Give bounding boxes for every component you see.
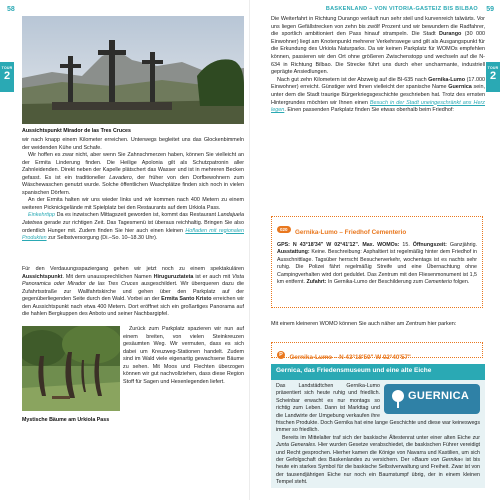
poi-details (277, 242, 477, 286)
running-head: BASKENLAND – VON VITORIA-GASTEIZ BIS BILBAO (325, 6, 478, 12)
paragraph (271, 16, 485, 77)
text: Wir hoffen es zwar nicht, aber wenn Sie Zahnschmerzen haben, können Sie vielleicht an der Ermita Linderung finden. Die Heilige Apolonia gilt als Schutzpatronin aller Zahnleidenden. Direkt neben der Kapelle plätschert das Wasser und ist in mehreren Becken gefasst. Es ist ein traditioneller (22, 152, 244, 181)
info-box-gernika (271, 364, 485, 488)
text: Die Weiterfahrt in Richtung Durango verläuft nun sehr steil und kurvenreich talwärts. Vor uns liegen Gefällstrecken von zehn bis zwölf Prozent und wir bewundern die Radfahrer, die sportlich ambitioniert den Pass hinauf strampeln. Die Stadt (271, 16, 485, 38)
text: folgen. (451, 279, 470, 286)
keyword: Guernica (448, 84, 472, 91)
label: Max. WOMOs: (362, 242, 400, 248)
photo-three-crosses (22, 16, 244, 124)
text: ausgeschildert. Wir überqueren dazu die Zufahrtsstraße zur Wallfahrtskirche und gehen über den Parkplatz auf der gegenüberliegenden Seite durch den Wald. Vorbei an der (22, 281, 244, 303)
link-farm-shop[interactable]: Hofladen mit regionalen Produkten (22, 227, 244, 242)
term: Junta Generales (276, 442, 316, 449)
body-text-left-top (22, 137, 244, 263)
text: « ist bis heute ein starkes Symbol für die baskische Selbstverwaltung und Freiheit. Zwar ist von der tausendjährigen Eiche nur noch ein Baumstumpf übrig, der in einem kleinen Tempel steht. (276, 457, 480, 486)
paragraph (276, 435, 480, 487)
term: Lavadero (109, 174, 132, 181)
text: sein, unter dem die Stadt traurige Bürgerkriegsgeschichte geschrieben hat. Trotz des ernsten Hintergrundes möchten wir Ihnen einen (271, 84, 486, 106)
body-text-right-middle (271, 321, 485, 329)
text: zur Selbstversorgung (Di.–So. 10–18.30 Uhr). (46, 235, 158, 242)
tour-tab-left (0, 62, 14, 92)
label: Zufahrt: (306, 279, 327, 286)
keyword: Aussichtspunkt (22, 273, 63, 280)
poi-header (277, 221, 477, 239)
tour-tab-label: TOUR (1, 66, 13, 70)
paragraph: wir nach knapp einem Kilometer erreichen. Unterwegs begleitet uns das Glockenbimmeln der weidenden Kühe und Schafe. (22, 137, 244, 151)
poi-number-badge: 020 (277, 226, 291, 233)
gps: GPS: N 43°18'34" W 02°41'12". (277, 242, 363, 248)
text: . Einen passenden Parkplatz finden Sie etwas oberhalb beim Friedhof: (284, 107, 454, 114)
tour-tab-number: 2 (489, 70, 497, 82)
paragraph: Das Landstädtchen Gernika-Lumo präsentiert sich heute ruhig und friedlich. Scheinbar erwacht es nur montags so richtig zum Leben. Dann ist Markttag und die Landwirte der Umgebung verkaufen ihre frischen Produkte. Doch Gernika hat eine lange Geschichte und diese war keineswegs immer so friedlich. (276, 383, 480, 434)
tour-tab-number: 2 (3, 70, 11, 82)
keyword: Ermita Santo Kristo (161, 296, 212, 303)
paragraph (22, 152, 244, 197)
paragraph (22, 212, 244, 242)
text: (30 000 Einwohner) liegt am Knotenpunkt mehrerer Verkehrswege und gilt als Ausgangspunkt für die Erkundung des Urkiola Naturparks. Da wir keinen Parkplatz für WOMOs empfehlen können, passieren wir den Ort ohne größeren Zwischenstopp und wechseln auf die N-634 in Richtung Bilbao. Die Strecke führt uns durch eher uncharmante, industriell geprägte Ansiedlungen. (271, 31, 486, 76)
text: gerade zur richtigen Zeit. Das Tagesmenü ist überaus reichhaltig. Bringen Sie also ordentlich Hunger mit. Zudem finden Sie hier auch einen kleinen (22, 220, 244, 234)
body-text-right-top (271, 16, 485, 115)
info-box-body (271, 380, 485, 490)
label: Ausstattung: (277, 249, 310, 256)
link-visit-town[interactable]: Besuch in der Stadt uneingeschränkt ans Herz legen (271, 99, 486, 114)
paragraph: Zurück zum Parkplatz spazieren wir nun auf einem breiten, von vielen Steinkreuzen gesäumten Weg. Wir vermuten, dass es sich dabei um Kreuzweg-Stationen handelt. Zudem sind im Wald viele eigenartig gewachsene Bäume zu sehen. Mit Moos und Flechten überzogen können wir gut nachvollziehen, dass diese Region Stoff für Sagen und Hexenlegenden liefert. (123, 326, 244, 385)
paragraph: Mit einem kleineren WOMO können Sie auch näher am Zentrum hier parken: (271, 321, 457, 327)
text: , der früher von den Dorfbewohnern zum Wäschewaschen genutzt wurde. Solche öffentlichen Waschplätze finden sich noch in vielen spanischen Dörfern. (22, 174, 244, 196)
text: Bereits im Mittelalter traf sich der baskische Ältestenrat unter einer alten Eiche zur (282, 434, 480, 441)
poi-title: Gernika-Lumo – Friedhof Cementerio (294, 229, 407, 236)
text: erreichen wir den Aussichtspunkt nach etwa 400 Metern. Dort eröffnet sich ein großartiges Panorama auf die hahlen Bergkuppen des Anboto und seiner Nachbargipfel. (22, 296, 244, 318)
keyword: Gernika-Lumo (428, 76, 466, 83)
text: . Hier wurden Gesetze verabschiedet, die baskischen Führer vereidigt und Recht gesprochen. Hierher kamen die Könige von Navarra und Kastilien, um sich der Gefolgschaft des Baskenlandes zu versichern. Der » (276, 442, 480, 464)
label: Öffnungszeit: (412, 242, 447, 248)
left-page-number: 58 (7, 6, 15, 13)
keyword: Durango (439, 31, 462, 38)
poi-title: Gernika-Lumo – N 43°18'50" W 02°40'57" (289, 354, 411, 361)
page-gutter (249, 0, 250, 500)
guernica-sign (384, 384, 480, 414)
text: . Mit dem unaussprechlichen Namen (62, 273, 154, 280)
text: Da es inzwischen Mittagszeit geworden ist, kommt das Restaurant (54, 212, 218, 219)
tour-tab-right (486, 62, 500, 92)
poi-box-parking (271, 342, 483, 361)
paragraph (271, 77, 485, 115)
text: Ganzjährig. (446, 242, 477, 248)
term: Cementerio (424, 279, 452, 286)
photo-mystic-trees (22, 326, 120, 411)
photo-caption: Mystische Bäume am Urkiola Pass (22, 417, 110, 423)
info-box-title: Gernica, das Friedensmuseum und eine alte Eiche (271, 364, 485, 380)
text: Keine. Beschreibung: Asphaltiert ist regelmäßig hinter dem Friedhof in Ausschnittlage. Tagsüber herrscht Besucherverkehr, wochentags ist es nachts sehr ruhig. Die Polizei fährt regelmäßig Streife und eine Übernachtung ohne Campingverhalten wird dort geduldet. Das Zentrum mit den Fliesenmonument ist 1,5 km entfernt. (277, 249, 477, 286)
keyword: Hiruguruztateta (153, 273, 194, 280)
body-text-left-wrap (123, 326, 244, 431)
tree-icon (390, 389, 406, 409)
tip-label: Einkehrtipp (28, 212, 55, 219)
tour-tab-label: TOUR (487, 66, 499, 70)
paragraph: An der Ermita halten wir uns wieder links und wir kommen nach 400 Metern zu einem weiteren Picknickgelände mit Spielplatz bei den Restaurants auf dem Urkiola Pass. (22, 197, 244, 211)
paragraph (22, 266, 244, 319)
text: Nach gut zehn Kilometern ist der Abzweig auf die BI-635 nach (277, 76, 429, 83)
text: Für den Verdauungsspaziergang gehen wir jetzt noch zu einem spektakulären (22, 266, 244, 272)
parking-icon: P (277, 351, 285, 359)
poi-box-cemetery (271, 216, 483, 308)
text: 15. (399, 242, 413, 248)
restaurant-name: Landajuela Jatetxea (22, 212, 244, 227)
guernica-sign-label: GUERNICA (408, 390, 470, 402)
term: Vista Panoramica oder Mirador de las Tres Cruces (22, 273, 244, 288)
text: ist er auch mit (193, 273, 233, 280)
term: Baum von Gernika (414, 457, 461, 464)
right-page-number: 59 (486, 6, 494, 13)
photo-caption: Aussichtspunkt Mirador de las Tres Cruces (22, 128, 131, 134)
text: In Gernika-Lumo der Beschilderung zum (326, 279, 425, 286)
body-text-left-middle (22, 266, 244, 326)
text: (17.000 Einwohner) erreicht. Günstiger wird Ihnen vielleicht der spanische Name (271, 76, 486, 91)
